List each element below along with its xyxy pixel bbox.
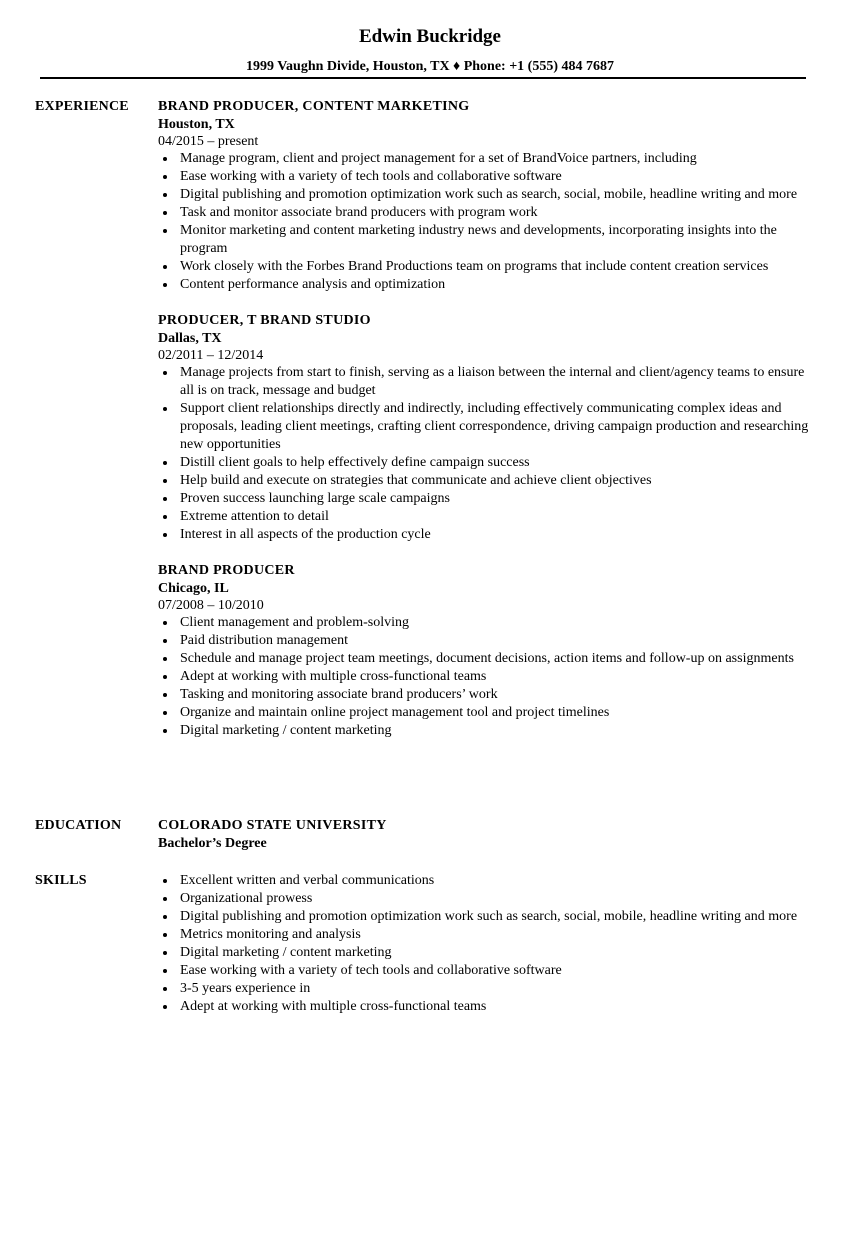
bullet-icon (163, 479, 167, 483)
job-bullets (158, 614, 818, 740)
list-item (158, 890, 818, 908)
header-divider (40, 77, 806, 79)
bullet-icon (163, 193, 167, 197)
bullet-icon (163, 515, 167, 519)
list-item (158, 276, 818, 294)
list-item (158, 650, 818, 668)
bullet-icon (163, 693, 167, 697)
bullet-text: Distill client goals to help effectively define campaign success (180, 455, 530, 470)
bullet-icon (163, 987, 167, 991)
bullet-icon (163, 407, 167, 411)
list-item (158, 962, 818, 980)
bullet-text: Help build and execute on strategies that communicate and achieve client objectives (180, 473, 652, 488)
job-title: PRODUCER, T BRAND STUDIO (158, 313, 371, 328)
list-item (158, 508, 818, 526)
bullet-icon (163, 211, 167, 215)
bullet-text: Task and monitor associate brand producers with program work (180, 205, 538, 220)
job-title: BRAND PRODUCER (158, 563, 295, 578)
list-item (158, 926, 818, 944)
skill-text: Ease working with a variety of tech tools and collaborative software (180, 963, 562, 978)
bullet-icon (163, 157, 167, 161)
bullet-icon (163, 897, 167, 901)
list-item (158, 908, 818, 926)
job-entry (158, 562, 818, 740)
bullet-icon (163, 969, 167, 973)
bullet-text: Tasking and monitoring associate brand producers’ work (180, 687, 498, 702)
bullet-icon (163, 621, 167, 625)
bullet-text: Monitor marketing and content marketing industry news and developments, incorporating insights into the program (180, 223, 777, 256)
job-dates: 04/2015 – present (158, 134, 259, 149)
section-label-skills: SKILLS (35, 873, 87, 888)
job-location: Houston, TX (158, 117, 235, 132)
bullet-text: Ease working with a variety of tech tools and collaborative software (180, 169, 562, 184)
list-item (158, 632, 818, 650)
list-item (158, 490, 818, 508)
list-item (158, 944, 818, 962)
skill-text: Digital publishing and promotion optimization work such as search, social, mobile, headline writing and more (180, 909, 798, 924)
experience-list (158, 98, 818, 758)
degree: Bachelor’s Degree (158, 836, 267, 851)
job-title: BRAND PRODUCER, CONTENT MARKETING (158, 99, 470, 114)
bullet-icon (163, 639, 167, 643)
bullet-icon (163, 711, 167, 715)
bullet-icon (163, 675, 167, 679)
job-entry (158, 98, 818, 294)
bullet-text: Paid distribution management (180, 633, 348, 648)
bullet-text: Content performance analysis and optimization (180, 277, 446, 292)
list-item (158, 168, 818, 186)
job-bullets (158, 150, 818, 294)
bullet-text: Organize and maintain online project management tool and project timelines (180, 705, 610, 720)
skill-text: Organizational prowess (180, 891, 313, 906)
bullet-text: Digital marketing / content marketing (180, 723, 392, 738)
list-item (158, 872, 818, 890)
list-item (158, 472, 818, 490)
bullet-text: Interest in all aspects of the production cycle (180, 527, 431, 542)
bullet-icon (163, 175, 167, 179)
job-entry (158, 312, 818, 544)
candidate-name: Edwin Buckridge (358, 26, 501, 47)
section-label-experience: EXPERIENCE (35, 99, 129, 114)
job-dates: 07/2008 – 10/2010 (158, 598, 264, 613)
bullet-text: Digital publishing and promotion optimization work such as search, social, mobile, headline writing and more (180, 187, 798, 202)
bullet-icon (163, 371, 167, 375)
skills-list (158, 872, 818, 1016)
list-item (158, 998, 818, 1016)
list-item (158, 668, 818, 686)
section-label-education: EDUCATION (35, 818, 122, 833)
list-item (158, 204, 818, 222)
skill-text: Metrics monitoring and analysis (180, 927, 361, 942)
list-item (158, 722, 818, 740)
list-item (158, 400, 818, 454)
education-entry (158, 817, 818, 853)
bullet-icon (163, 1005, 167, 1009)
bullet-text: Schedule and manage project team meetings, document decisions, action items and follow-up on assignments (180, 651, 794, 666)
skills-bullets (158, 872, 818, 1016)
list-item (158, 364, 818, 400)
bullet-icon (163, 497, 167, 501)
bullet-icon (163, 915, 167, 919)
bullet-icon (163, 657, 167, 661)
bullet-icon (163, 461, 167, 465)
bullet-icon (163, 283, 167, 287)
school-name: COLORADO STATE UNIVERSITY (158, 818, 387, 833)
bullet-icon (163, 879, 167, 883)
skill-text: Adept at working with multiple cross-functional teams (180, 999, 487, 1014)
job-dates: 02/2011 – 12/2014 (158, 348, 264, 363)
list-item (158, 614, 818, 632)
skill-text: 3-5 years experience in (180, 981, 311, 996)
list-item (158, 526, 818, 544)
bullet-icon (163, 729, 167, 733)
job-location: Dallas, TX (158, 331, 222, 346)
list-item (158, 686, 818, 704)
list-item (158, 150, 818, 168)
bullet-text: Extreme attention to detail (180, 509, 329, 524)
bullet-text: Work closely with the Forbes Brand Productions team on programs that include content creation services (180, 259, 769, 274)
list-item (158, 704, 818, 722)
list-item (158, 258, 818, 276)
bullet-icon (163, 533, 167, 537)
bullet-text: Proven success launching large scale campaigns (180, 491, 450, 506)
job-bullets (158, 364, 818, 544)
list-item (158, 222, 818, 258)
bullet-text: Support client relationships directly and indirectly, including effectively communicating complex ideas and proposals, leading client meetings, crafting client correspondence, driving campaign production and researching new opportunities (180, 401, 809, 452)
bullet-icon (163, 933, 167, 937)
bullet-icon (163, 229, 167, 233)
skill-text: Excellent written and verbal communications (180, 873, 435, 888)
list-item (158, 186, 818, 204)
skill-text: Digital marketing / content marketing (180, 945, 392, 960)
list-item (158, 980, 818, 998)
bullet-text: Client management and problem-solving (180, 615, 410, 630)
job-location: Chicago, IL (158, 581, 229, 596)
bullet-text: Manage projects from start to finish, serving as a liaison between the internal and client/agency teams to ensure all is on track, message and budget (180, 365, 805, 398)
list-item (158, 454, 818, 472)
bullet-text: Adept at working with multiple cross-functional teams (180, 669, 487, 684)
bullet-text: Manage program, client and project management for a set of BrandVoice partners, including (180, 151, 697, 166)
bullet-icon (163, 265, 167, 269)
contact-line: 1999 Vaughn Divide, Houston, TX ♦ Phone: +1 (555) 484 7687 (245, 59, 615, 74)
bullet-icon (163, 951, 167, 955)
